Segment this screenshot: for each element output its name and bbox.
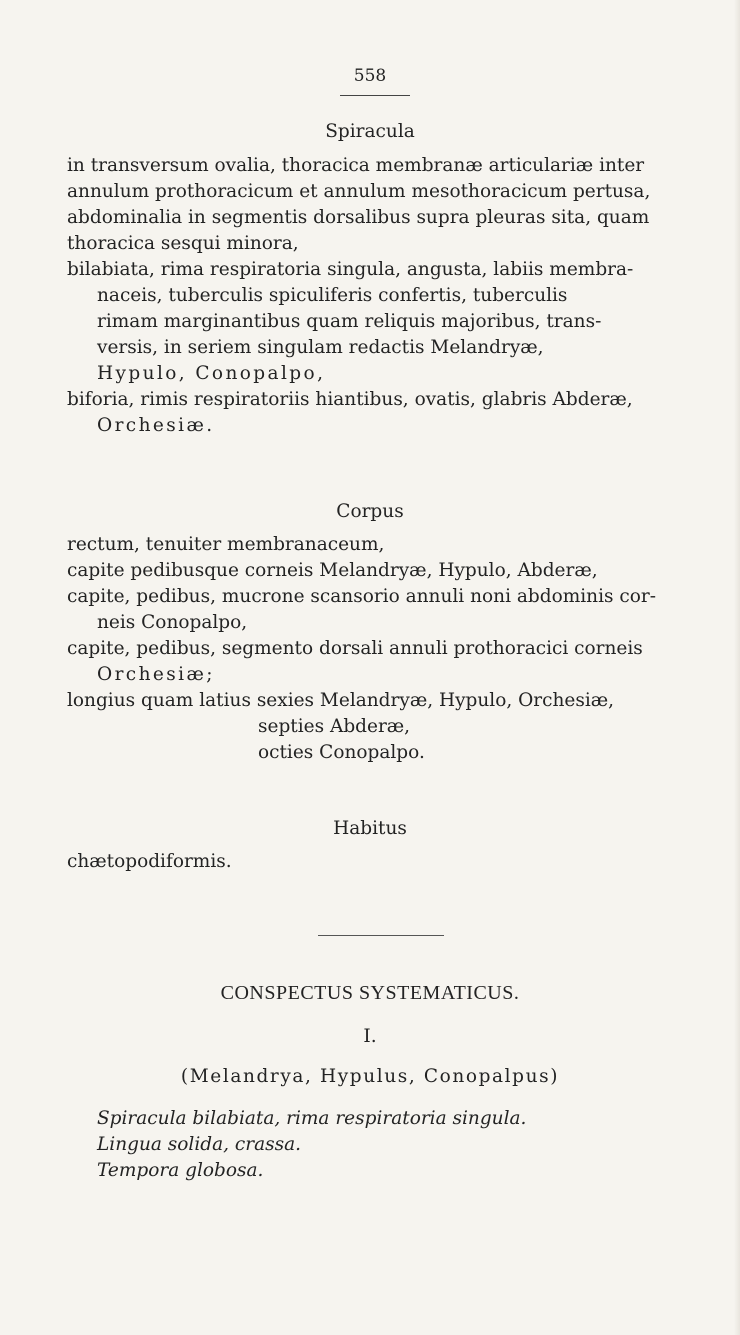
key-line: Tempora globosa. [97,1160,264,1181]
key-line: Spiracula bilabiata, rima respiratoria singula. [97,1108,527,1129]
text-line: thoracica sesqui minora, [67,233,299,254]
text-line: capite pedibusque corneis Melandryæ, Hypulo, Abderæ, [67,560,598,581]
text-line: neis Conopalpo, [97,612,248,633]
text-line: capite, pedibus, segmento dorsali annuli prothoracici corneis [67,638,643,659]
text-line: versis, in seriem singulam redactis Melandryæ, [97,337,544,358]
text-line: naceis, tuberculis spiculiferis confertis, tuberculis [97,285,568,306]
section-heading-spiracula: Spiracula [325,121,415,142]
text-line: chætopodiformis. [67,851,232,872]
text-line: bilabiata, rima respiratoria singula, angusta, labiis membra- [67,259,634,280]
key-line: Lingua solida, crassa. [97,1134,302,1155]
section-divider [318,935,444,936]
text-line: rectum, tenuiter membranaceum, [67,534,385,555]
genera-list: (Melandrya, Hypulus, Conopalpus) [180,1066,560,1087]
text-line: longius quam latius sexies Melandryæ, Hypulo, Orchesiæ, [67,690,615,711]
roman-numeral: I. [363,1026,377,1047]
text-line: septies Abderæ, [258,716,411,737]
conspectus-title: CONSPECTUS SYSTEMATICUS. [220,982,520,1004]
text-line: Hypulo, Conopalpo, [97,363,326,384]
text-line: octies Conopalpo. [258,742,425,763]
page-number-underline [340,95,410,96]
text-line: in transversum ovalia, thoracica membranæ articulariæ inter [67,155,645,176]
page-edge-shadow [734,0,740,1335]
section-heading-corpus: Corpus [336,501,404,522]
page-number: 558 [353,66,387,86]
text-line: Orchesiæ. [97,415,215,436]
text-line: annulum prothoracicum et annulum mesothoracicum pertusa, [67,181,651,202]
text-line: capite, pedibus, mucrone scansorio annuli noni abdominis cor- [67,586,656,607]
text-line: biforia, rimis respiratoriis hiantibus, ovatis, glabris Abderæ, [67,389,633,410]
text-line: Orchesiæ; [97,664,215,685]
section-heading-habitus: Habitus [333,818,407,839]
text-line: abdominalia in segmentis dorsalibus supra pleuras sita, quam [67,207,650,228]
text-line: rimam marginantibus quam reliquis majoribus, trans- [97,311,602,332]
